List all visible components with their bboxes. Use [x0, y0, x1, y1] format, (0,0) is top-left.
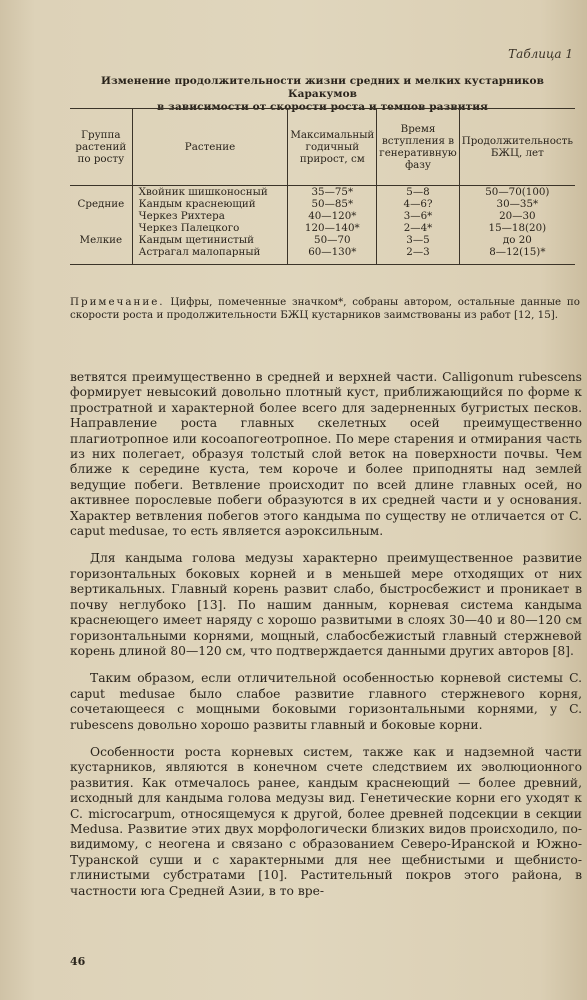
cell-growth: 120—140* — [288, 222, 377, 234]
cell-growth: 60—130* — [288, 246, 377, 265]
header-time: Время вступления в генеративную фазу — [377, 109, 459, 186]
cell-group: Мелкие — [79, 234, 123, 246]
table-header-row — [70, 109, 575, 186]
cell-time: 3—6* — [377, 210, 459, 222]
table-note — [70, 296, 580, 322]
paragraph: Для кандыма голова медузы характерно преимущественное развитие горизонтальных боковых корней и в меньшей мере отходящих от них вертикальных. Главный корень развит слабо, быстросбежист и проникает в почву неглубоко [13]. По нашим данным, корневая система кандыма краснеющего имеет наряду с хорошо развитыми в слоях 30—40 и 80—120 см горизонтальными корнями, мощный, слабосбежистый главный стержневой корень длиной 80—120 см, что подтверждается данными других авторов [8]. — [70, 551, 582, 658]
cell-plant: Кандым краснеющий — [132, 198, 288, 210]
cell-time: 4—6? — [377, 198, 459, 210]
cell-growth: 35—75* — [288, 186, 377, 199]
cell-time: 2—3 — [377, 246, 459, 265]
cell-plant: Черкез Рихтера — [132, 210, 288, 222]
cell-growth: 40—120* — [288, 210, 377, 222]
note-text: Цифры, помеченные значком*, собраны автором, остальные данные по скорости роста и продолжительности БЖЦ кустарников заимствованы из работ [12, 15]. — [70, 296, 580, 321]
cell-growth: 50—85* — [288, 198, 377, 210]
cell-plant: Кандым щетинистый — [132, 234, 288, 246]
table-label: Таблица 1 — [508, 47, 573, 61]
caption-line-1: Изменение продолжительности жизни средних и мелких кустарников Каракумов — [100, 75, 545, 100]
header-lifespan: Продолжительность БЖЦ, лет — [459, 109, 575, 186]
header-group: Группа растений по росту — [70, 109, 132, 186]
cell-lifespan: 30—35* — [459, 198, 575, 210]
cell-group: Средние — [77, 198, 125, 210]
header-growth: Максимальный годичный прирост, см — [288, 109, 377, 186]
cell-group — [70, 210, 132, 222]
table-row — [70, 186, 575, 199]
shrub-lifespan-table — [70, 108, 575, 265]
cell-plant: Хвойник шишконосный — [132, 186, 288, 199]
table-row — [70, 198, 575, 210]
table-row — [70, 246, 575, 265]
cell-lifespan: 50—70(100) — [459, 186, 575, 199]
table-row — [70, 210, 575, 222]
header-plant: Растение — [132, 109, 288, 186]
cell-time: 5—8 — [377, 186, 459, 199]
cell-group — [70, 222, 132, 234]
cell-group — [70, 246, 132, 265]
cell-time: 3—5 — [377, 234, 459, 246]
body-text — [70, 370, 582, 899]
cell-time: 2—4* — [377, 222, 459, 234]
caption-line-2: в зависимости от скорости роста и темпов развития — [157, 101, 488, 113]
cell-lifespan: 15—18(20) — [459, 222, 575, 234]
cell-growth: 50—70 — [288, 234, 377, 246]
cell-lifespan: до 20 — [459, 234, 575, 246]
table-row — [70, 234, 575, 246]
cell-lifespan: 8—12(15)* — [459, 246, 575, 265]
page-number: 46 — [70, 955, 86, 968]
paragraph: Таким образом, если отличительной особенностью корневой системы C. caput medusae было слабое развитие главного стержневого корня, сочетающееся с мощными боковыми горизонтальными корнями, у C. rubescens довольно хорошо развиты главный и боковые корни. — [70, 671, 582, 732]
cell-group — [70, 186, 132, 199]
cell-lifespan: 20—30 — [459, 210, 575, 222]
cell-plant: Черкез Палецкого — [132, 222, 288, 234]
paragraph: Особенности роста корневых систем, также как и надземной части кустарников, являются в конечном счете следствием их эволюционного развития. Как отмечалось ранее, кандым краснеющий — более древний, исходный для кандыма голова медузы вид. Генетические корни его уходят к C. microcarpum, относящемуся к другой, более древней подсекции в секции Medusa. Развитие этих двух морфологически близких видов происходило, по-видимому, с неогена и связано с образованием Северо-Иранской и Южно-Туранской суши и с характерными для нее щебнистыми и щебнисто-глинистыми субстратами [10]. Растительный покров этого района, в частности юга Средней Азии, в то вре- — [70, 744, 582, 898]
paragraph: ветвятся преимущественно в средней и верхней части. Calligonum rubescens формирует невысокий довольно плотный куст, приближающийся по форме к простратной и характерной более всего для задерненных бугристых песков. Направление роста главных скелетных осей преимущественно плагиотропное или косоапогеотропное. По мере старения и отмирания часть из них полегает, образуя толстый слой веток на поверхности почвы. Чем ближе к середине куста, тем короче и более приподняты над землей ведущие побеги. Ветвление происходит по всей длине главных осей, но активнее порослевые побеги образуются в их средней части и у основания. Характер ветвления побегов этого кандыма по существу не отличается от C. caput medusae, то есть является аэроксильным. — [70, 370, 582, 539]
note-label: Примечание. — [70, 296, 165, 308]
table-row — [70, 222, 575, 234]
cell-plant: Астрагал малопарный — [132, 246, 288, 265]
